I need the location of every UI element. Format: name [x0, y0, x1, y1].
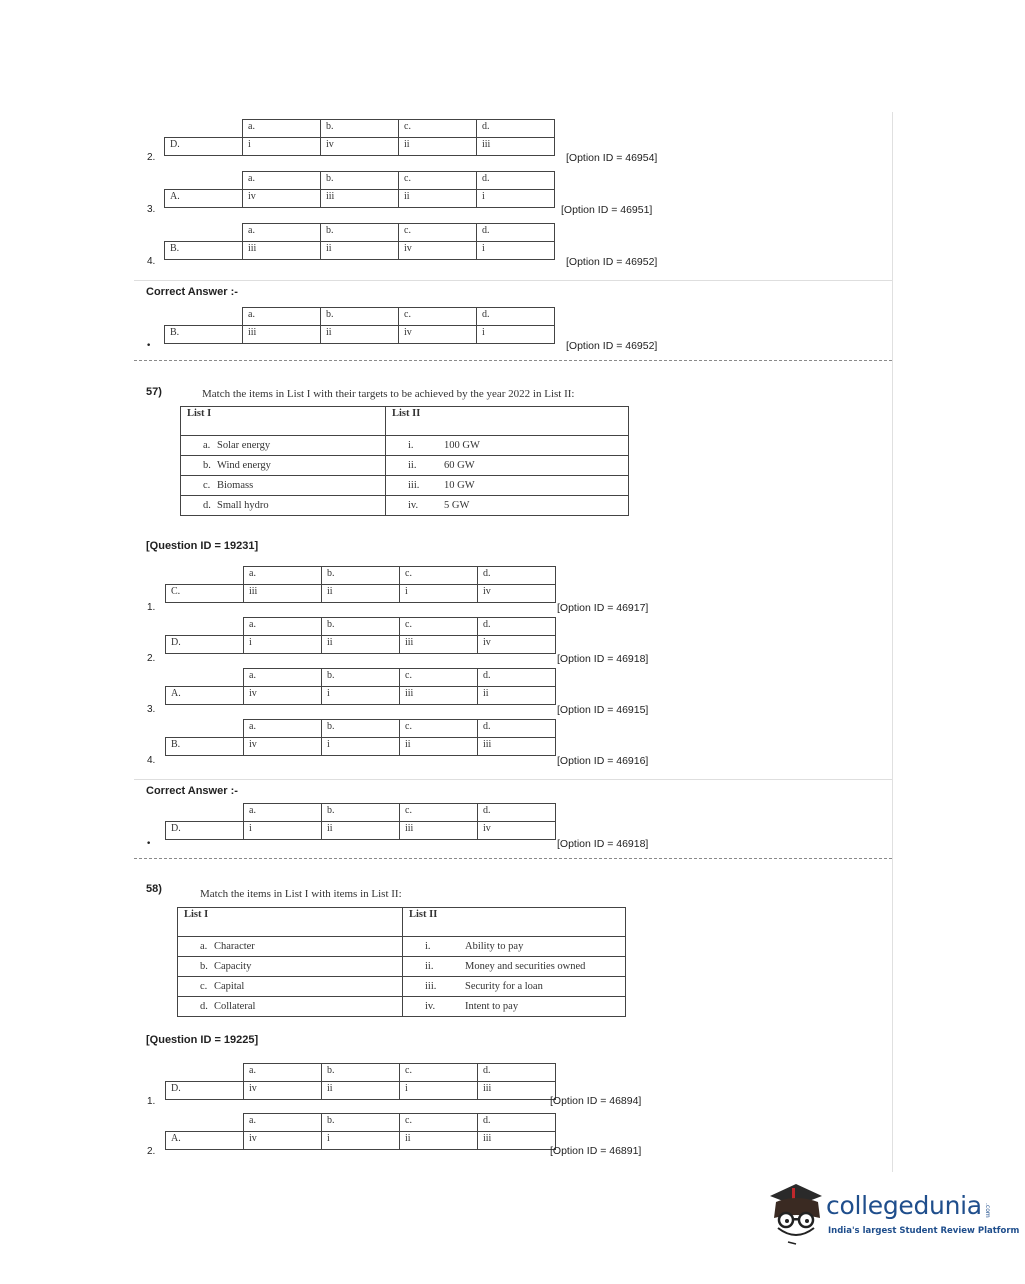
- option-label: A.: [166, 687, 244, 705]
- list2-header: List II: [403, 908, 626, 937]
- option-label: D.: [166, 822, 244, 840]
- option-number: 1.: [147, 1096, 156, 1107]
- option-id: [Option ID = 46918]: [557, 653, 649, 665]
- option-label: A.: [166, 1132, 244, 1150]
- option-id: [Option ID = 46951]: [561, 204, 653, 216]
- list1-header: List I: [178, 908, 403, 937]
- option-id: [Option ID = 46952]: [566, 340, 658, 352]
- bullet-icon: •: [146, 341, 152, 351]
- option-table: a. b. c. d. B. iii ii iv i: [164, 223, 555, 260]
- question-number: 58): [146, 883, 162, 895]
- option-table: a. b. c. d. C. iii ii i iv: [165, 566, 556, 603]
- match-table: List I List II a. Character i. Ability to pay b. Capacity ii. Money and securities owned c. Capital iii. Security for a loan d. Collateral iv. Intent to pay: [177, 907, 626, 1017]
- option-table: a. b. c. d. A. iv i iii ii: [165, 668, 556, 705]
- divider: [134, 779, 892, 780]
- option-label: D.: [166, 1082, 244, 1100]
- option-number: 3.: [147, 704, 156, 715]
- option-number: 2.: [147, 1146, 156, 1157]
- question-text: Match the items in List I with items in List II:: [200, 888, 402, 900]
- option-table: a. b. c. d. D. i iv ii iii: [164, 119, 555, 156]
- question-separator: [134, 360, 892, 361]
- match-table: List I List II a. Solar energy i. 100 GW b. Wind energy ii. 60 GW c. Biomass iii. 10 GW d. Small hydro iv. 5 GW: [180, 406, 629, 516]
- question-id: [Question ID = 19231]: [146, 540, 259, 552]
- brand-name: collegedunia: [826, 1191, 982, 1220]
- option-label: B.: [165, 242, 243, 260]
- option-label: B.: [166, 738, 244, 756]
- option-label: D.: [166, 636, 244, 654]
- correct-answer-table: a. b. c. d. B. iii ii iv i: [164, 307, 555, 344]
- option-id: [Option ID = 46918]: [557, 838, 649, 850]
- option-id: [Option ID = 46952]: [566, 256, 658, 268]
- option-id: [Option ID = 46915]: [557, 704, 649, 716]
- option-id: [Option ID = 46894]: [550, 1095, 642, 1107]
- divider: [134, 280, 892, 281]
- question-separator: [134, 858, 892, 859]
- option-label: D.: [165, 138, 243, 156]
- question-number: 57): [146, 386, 162, 398]
- brand-tagline: India's largest Student Review Platform: [828, 1226, 1020, 1236]
- option-id: [Option ID = 46917]: [557, 602, 649, 614]
- option-number: 4.: [147, 256, 156, 267]
- option-id: [Option ID = 46916]: [557, 755, 649, 767]
- correct-answer-table: a. b. c. d. D. i ii iii iv: [165, 803, 556, 840]
- option-table: a. b. c. d. B. iv i ii iii: [165, 719, 556, 756]
- option-number: 2.: [147, 653, 156, 664]
- option-number: 3.: [147, 204, 156, 215]
- brand-suffix: .com: [984, 1203, 991, 1218]
- bullet-icon: •: [146, 839, 152, 849]
- option-label: A.: [165, 190, 243, 208]
- option-table: a. b. c. d. A. iv i ii iii: [165, 1113, 556, 1150]
- question-id: [Question ID = 19225]: [146, 1034, 259, 1046]
- option-id: [Option ID = 46891]: [550, 1145, 642, 1157]
- correct-answer-heading: Correct Answer :-: [146, 286, 238, 298]
- option-number: 1.: [147, 602, 156, 613]
- list2-header: List II: [386, 407, 629, 436]
- option-number: 4.: [147, 755, 156, 766]
- option-table: a. b. c. d. D. i ii iii iv: [165, 617, 556, 654]
- option-table: a. b. c. d. D. iv ii i iii: [165, 1063, 556, 1100]
- correct-answer-heading: Correct Answer :-: [146, 785, 238, 797]
- option-table: a. b. c. d. A. iv iii ii i: [164, 171, 555, 208]
- option-id: [Option ID = 46954]: [566, 152, 658, 164]
- option-number: 2.: [147, 152, 156, 163]
- option-label: B.: [165, 326, 243, 344]
- list1-header: List I: [181, 407, 386, 436]
- question-text: Match the items in List I with their targets to be achieved by the year 2022 in List II:: [202, 388, 575, 400]
- option-label: C.: [166, 585, 244, 603]
